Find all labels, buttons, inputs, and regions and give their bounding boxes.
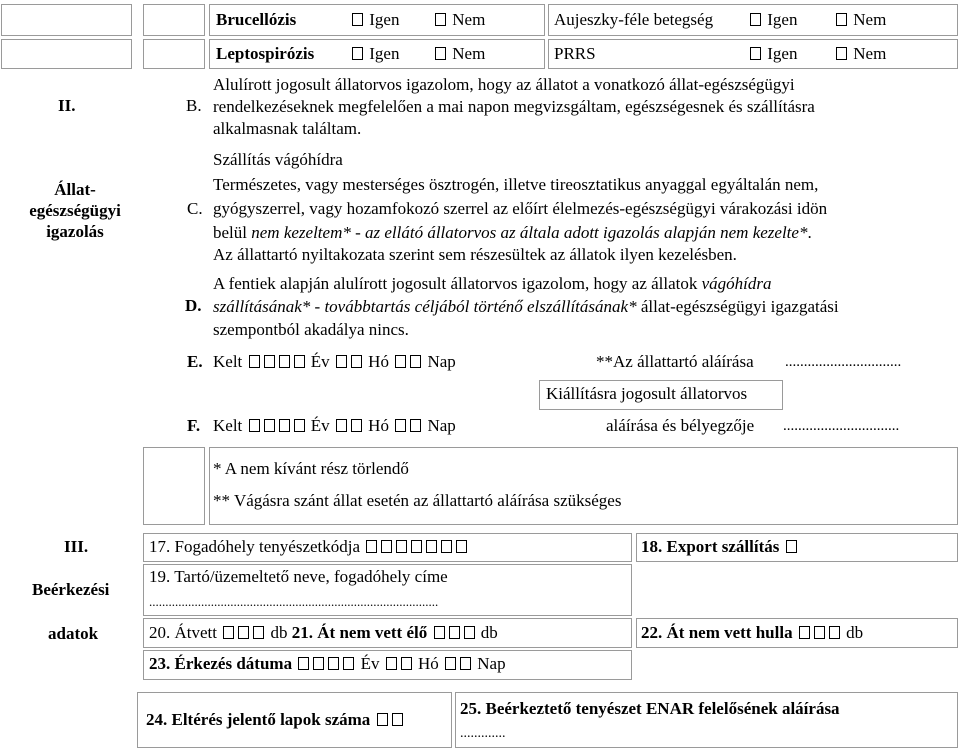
field-17 bbox=[149, 537, 469, 557]
section3-roman: III. bbox=[64, 537, 89, 556]
checkbox-icon[interactable] bbox=[352, 47, 363, 60]
igen-label: Igen bbox=[767, 10, 798, 29]
block-d-line2-end: állat-egészségügyi igazgatási bbox=[636, 297, 839, 316]
year-boxes[interactable] bbox=[247, 416, 307, 436]
digit-box-icon[interactable] bbox=[238, 626, 249, 639]
month-boxes[interactable] bbox=[384, 654, 414, 674]
field-22-label: 22. Át nem vett hulla bbox=[641, 623, 793, 642]
ev-label: Év bbox=[310, 352, 330, 371]
field-24-boxes[interactable] bbox=[375, 710, 405, 730]
digit-box-icon[interactable] bbox=[814, 626, 825, 639]
digit-box-icon[interactable] bbox=[460, 657, 471, 670]
digit-box-icon[interactable] bbox=[328, 657, 339, 670]
digit-box-icon[interactable] bbox=[294, 355, 305, 368]
nem-label: Nem bbox=[452, 10, 486, 29]
digit-box-icon[interactable] bbox=[264, 419, 275, 432]
block-e-signature-label: **Az állattartó aláírása bbox=[596, 352, 754, 371]
field-17-label: 17. Fogadóhely tenyészetkódja bbox=[149, 537, 361, 556]
block-c-letter: C. bbox=[187, 199, 203, 218]
ho-label: Hó bbox=[368, 352, 389, 371]
digit-box-icon[interactable] bbox=[249, 419, 260, 432]
checkbox-icon[interactable] bbox=[836, 13, 847, 26]
block-d-letter: D. bbox=[185, 296, 202, 315]
disease-leptospirozis-label: Leptospirózis bbox=[216, 44, 315, 63]
field-21-label: 21. Át nem vett élő bbox=[291, 623, 428, 642]
day-boxes[interactable] bbox=[443, 654, 473, 674]
nem-label: Nem bbox=[853, 44, 887, 63]
digit-box-icon[interactable] bbox=[456, 540, 467, 553]
kelt-label: Kelt bbox=[213, 416, 243, 435]
section2-letter-cell-row1 bbox=[143, 4, 205, 36]
igen-label: Igen bbox=[767, 44, 798, 63]
section2-left-cell-row2 bbox=[1, 39, 132, 69]
digit-box-icon[interactable] bbox=[298, 657, 309, 670]
field-20-unit: db bbox=[270, 623, 288, 642]
field-18 bbox=[641, 537, 799, 557]
month-boxes[interactable] bbox=[334, 416, 364, 436]
footnote-2: ** Vágásra szánt állat esetén az állattartó aláírása szükséges bbox=[213, 491, 622, 510]
digit-box-icon[interactable] bbox=[351, 419, 362, 432]
digit-box-icon[interactable] bbox=[396, 540, 407, 553]
block-e-date bbox=[213, 352, 456, 372]
section2-roman: II. bbox=[58, 96, 76, 115]
block-c-line3-start: belül bbox=[213, 223, 252, 242]
digit-box-icon[interactable] bbox=[313, 657, 324, 670]
checkbox-icon[interactable] bbox=[352, 13, 363, 26]
disease-brucellozis-nem[interactable] bbox=[433, 10, 485, 30]
digit-box-icon[interactable] bbox=[264, 355, 275, 368]
digit-box-icon[interactable] bbox=[434, 626, 445, 639]
block-b-line1: Alulírott jogosult állatorvos igazolom, hogy az állatot a vonatkozó állat-egészségügyi bbox=[213, 75, 795, 94]
block-e-signature-line[interactable]: ............................... bbox=[785, 354, 902, 370]
tenyeszetkod-boxes[interactable] bbox=[364, 537, 469, 557]
checkbox-icon[interactable] bbox=[435, 47, 446, 60]
digit-box-icon[interactable] bbox=[336, 419, 347, 432]
disease-prrs-igen[interactable] bbox=[748, 44, 797, 64]
nem-label: Nem bbox=[452, 44, 486, 63]
digit-box-icon[interactable] bbox=[445, 657, 456, 670]
field-19-line1: 19. Tartó/üzemeltető neve, fogadóhely címe bbox=[149, 567, 448, 586]
section2-title-line2: egészségügyi bbox=[29, 201, 121, 220]
digit-box-icon[interactable] bbox=[381, 540, 392, 553]
digit-box-icon[interactable] bbox=[395, 419, 406, 432]
block-b-letter: B. bbox=[186, 96, 202, 115]
section2-title-line3: igazolás bbox=[46, 222, 104, 241]
igen-label: Igen bbox=[369, 10, 400, 29]
section3-title2: adatok bbox=[48, 624, 99, 643]
kelt-label: Kelt bbox=[213, 352, 243, 371]
digit-box-icon[interactable] bbox=[366, 540, 377, 553]
ev-label: Év bbox=[360, 654, 380, 673]
digit-box-icon[interactable] bbox=[392, 713, 403, 726]
block-f-letter: F. bbox=[187, 416, 201, 435]
block-c-line2: gyógyszerrel, vagy hozamfokozó szerrel az előírt élelmezés-egészségügyi várakozási idön bbox=[213, 199, 828, 218]
field-24 bbox=[146, 710, 405, 730]
digit-box-icon[interactable] bbox=[401, 657, 412, 670]
day-boxes[interactable] bbox=[393, 352, 423, 372]
digit-box-icon[interactable] bbox=[829, 626, 840, 639]
disease-prrs-label: PRRS bbox=[554, 44, 596, 63]
disease-aujeszky-label: Aujeszky-féle betegség bbox=[554, 10, 714, 29]
digit-box-icon[interactable] bbox=[441, 540, 452, 553]
block-d-line1-italic: vágóhídra bbox=[701, 274, 772, 293]
digit-box-icon[interactable] bbox=[410, 419, 421, 432]
checkbox-icon[interactable] bbox=[786, 540, 797, 553]
section2-letter-cell-row2 bbox=[143, 39, 205, 69]
digit-box-icon[interactable] bbox=[351, 355, 362, 368]
field-22 bbox=[641, 623, 863, 643]
field-25-line2[interactable]: ............. bbox=[460, 726, 506, 741]
year-boxes[interactable] bbox=[247, 352, 307, 372]
digit-box-icon[interactable] bbox=[223, 626, 234, 639]
checkbox-icon[interactable] bbox=[750, 47, 761, 60]
section3-title1: Beérkezési bbox=[32, 580, 110, 599]
field-25-line1: 25. Beérkeztető tenyészet ENAR felelősének aláírása bbox=[460, 699, 840, 718]
block-d-line2 bbox=[213, 297, 839, 317]
disease-aujeszky-igen[interactable] bbox=[748, 10, 797, 30]
field-21-unit: db bbox=[480, 623, 498, 642]
disease-prrs-nem[interactable] bbox=[834, 44, 886, 64]
digit-box-icon[interactable] bbox=[253, 626, 264, 639]
disease-brucellozis-label: Brucellózis bbox=[216, 10, 297, 29]
field-20-label: 20. Átvett bbox=[149, 623, 217, 642]
field-23-label: 23. Érkezés dátuma bbox=[149, 654, 293, 673]
digit-box-icon[interactable] bbox=[464, 626, 475, 639]
field-21-boxes[interactable] bbox=[432, 623, 477, 643]
ev-label: Év bbox=[310, 416, 330, 435]
field-22-boxes[interactable] bbox=[797, 623, 842, 643]
block-c-line3 bbox=[213, 223, 812, 243]
field-24-label: 24. Eltérés jelentő lapok száma bbox=[146, 710, 371, 729]
block-f-signature-label: aláírása és bélyegzője bbox=[606, 416, 755, 435]
digit-box-icon[interactable] bbox=[386, 657, 397, 670]
month-boxes[interactable] bbox=[334, 352, 364, 372]
block-d-line1-start: A fentiek alapján alulírott jogosult állatorvos igazolom, hogy az állatok bbox=[213, 274, 702, 293]
checkbox-icon[interactable] bbox=[836, 47, 847, 60]
field-18-label: 18. Export szállítás bbox=[641, 537, 780, 556]
field-22-unit: db bbox=[846, 623, 864, 642]
nem-label: Nem bbox=[853, 10, 887, 29]
digit-box-icon[interactable] bbox=[395, 355, 406, 368]
block-f-date bbox=[213, 416, 456, 436]
digit-box-icon[interactable] bbox=[377, 713, 388, 726]
digit-box-icon[interactable] bbox=[249, 355, 260, 368]
section2-left-cell-row1 bbox=[1, 4, 132, 36]
nap-label: Nap bbox=[427, 352, 456, 371]
digit-box-icon[interactable] bbox=[426, 540, 437, 553]
digit-box-icon[interactable] bbox=[343, 657, 354, 670]
field-19-line2[interactable]: ......................................................................................... bbox=[149, 594, 439, 609]
disease-brucellozis-igen[interactable] bbox=[350, 10, 399, 30]
digit-box-icon[interactable] bbox=[294, 419, 305, 432]
disease-aujeszky-nem[interactable] bbox=[834, 10, 886, 30]
block-f-signature-line[interactable]: ............................... bbox=[783, 418, 900, 434]
checkbox-icon[interactable] bbox=[435, 13, 446, 26]
day-boxes[interactable] bbox=[393, 416, 423, 436]
ho-label: Hó bbox=[368, 416, 389, 435]
block-e-letter: E. bbox=[187, 352, 203, 371]
block-c-line3-end: . bbox=[807, 223, 812, 242]
disease-leptospirozis-nem[interactable] bbox=[433, 44, 485, 64]
vet-label: Kiállításra jogosult állatorvos bbox=[546, 384, 748, 403]
igen-label: Igen bbox=[369, 44, 400, 63]
block-c-heading: Szállítás vágóhídra bbox=[213, 150, 343, 169]
section2-title-line1: Állat- bbox=[54, 180, 96, 199]
block-d-line2-italic: szállításának* - továbbtartás céljából történő elszállításának* bbox=[213, 297, 637, 316]
block-c-line1: Természetes, vagy mesterséges ösztrogén, illetve tireosztatikus anyaggal egyáltalán nem, bbox=[213, 175, 819, 194]
field-20-21 bbox=[149, 623, 498, 643]
digit-box-icon[interactable] bbox=[279, 355, 290, 368]
year-boxes[interactable] bbox=[296, 654, 356, 674]
digit-box-icon[interactable] bbox=[449, 626, 460, 639]
digit-box-icon[interactable] bbox=[410, 355, 421, 368]
field-23 bbox=[149, 654, 506, 674]
block-c-line4: Az állattartó nyiltakozata szerint sem részesültek az állatok ilyen kezelésben. bbox=[213, 245, 737, 264]
block-d-line3: szempontból akadálya nincs. bbox=[213, 320, 409, 339]
digit-box-icon[interactable] bbox=[799, 626, 810, 639]
block-b-line2: rendelkezéseknek megfelelően a mai napon megvizsgáltam, egészségesnek és szállításra bbox=[213, 97, 815, 116]
ho-label: Hó bbox=[417, 654, 439, 673]
block-d-line1 bbox=[213, 274, 772, 294]
digit-box-icon[interactable] bbox=[279, 419, 290, 432]
block-b-line3: alkalmasnak találtam. bbox=[213, 119, 362, 138]
nap-label: Nap bbox=[477, 654, 506, 673]
field-20-boxes[interactable] bbox=[221, 623, 266, 643]
digit-box-icon[interactable] bbox=[411, 540, 422, 553]
checkbox-icon[interactable] bbox=[750, 13, 761, 26]
footnote-1: * A nem kívánt rész törlendő bbox=[213, 459, 409, 478]
nap-label: Nap bbox=[427, 416, 456, 435]
block-c-line3-italic: nem kezeltem* - az ellátó állatorvos az általa adott igazolás alapján nem kezelte* bbox=[251, 223, 808, 242]
digit-box-icon[interactable] bbox=[336, 355, 347, 368]
footnote-spacer-left bbox=[143, 447, 205, 525]
disease-leptospirozis-igen[interactable] bbox=[350, 44, 399, 64]
